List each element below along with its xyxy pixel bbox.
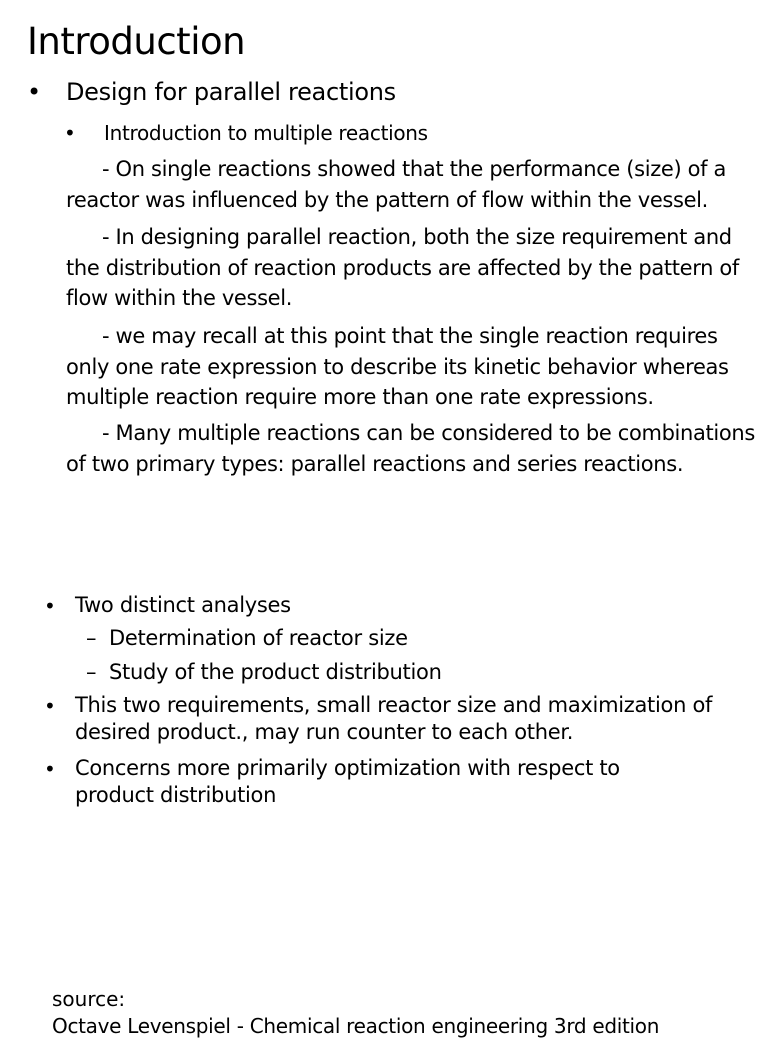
bullet-marker: • [44,694,56,718]
paragraph-single-reactions: - On single reactions showed that the performance (size) of a reactor was influenced by the pattern of flow within the vessel. [66,157,727,212]
dash-marker: – [86,660,97,684]
bullet-concerns: Concerns more primarily optimization with respect to product distribution [75,756,620,807]
bullet-analyses: Two distinct analyses [75,593,291,617]
topic-heading: Design for parallel reactions [66,78,396,106]
bullet-requirements: This two requirements, small reactor size and maximization of desired product., may run counter to each other. [75,693,713,744]
dash-marker: – [86,626,97,650]
slide-title: Introduction [27,20,246,63]
bullet-marker: • [64,121,76,145]
sub-item-product-distribution: Study of the product distribution [109,660,442,684]
bullet-marker: • [44,757,56,781]
paragraph-rate-expressions: - we may recall at this point that the single reaction requires only one rate expression to describe its kinetic behavior whereas multiple reaction require more than one rate expressions. [66,324,729,409]
source-label: source: [52,987,126,1011]
paragraph-primary-types: - Many multiple reactions can be considered to be combinations of two primary types: parallel reactions and series reactions. [66,421,755,476]
source-citation: Octave Levenspiel - Chemical reaction engineering 3rd edition [52,1014,660,1038]
subtopic-heading: Introduction to multiple reactions [104,121,428,145]
bullet-marker: • [44,594,56,618]
sub-item-reactor-size: Determination of reactor size [109,626,408,650]
paragraph-parallel-design: - In designing parallel reaction, both the size requirement and the distribution of reaction products are affected by the pattern of flow within the vessel. [66,225,739,310]
bullet-marker: • [27,78,42,106]
